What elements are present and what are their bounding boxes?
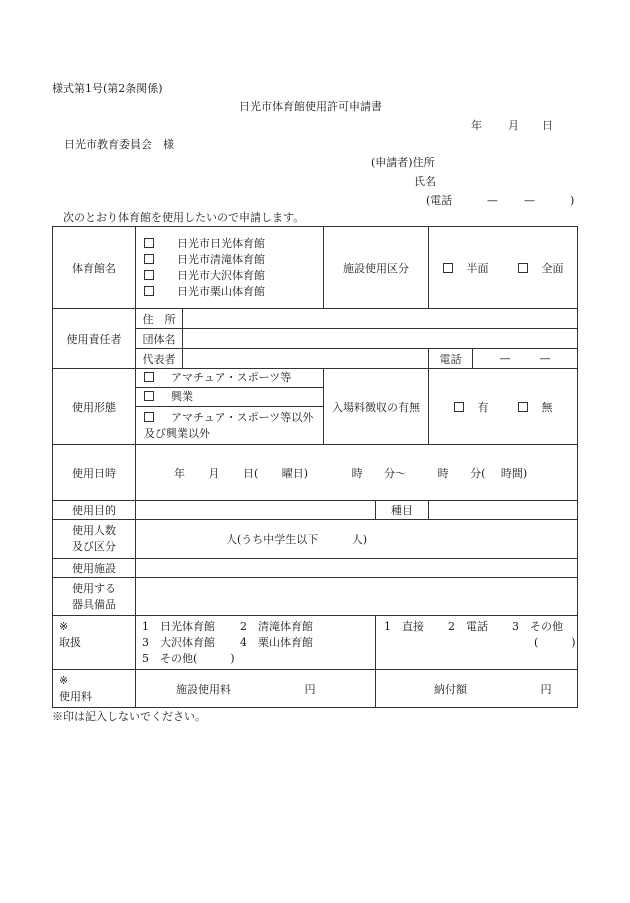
applicant-phone-label: (電話 (426, 194, 453, 207)
phone-dash: — (539, 352, 551, 365)
responsible-rep-field[interactable] (183, 349, 429, 369)
datetime-end-minute: 分( (470, 466, 486, 480)
date-year-label: 年 (471, 119, 482, 132)
checkbox-icon[interactable] (144, 412, 154, 422)
gym-option[interactable]: 日光市日光体育館 (144, 236, 323, 252)
datetime-start-minute: 分〜 (384, 466, 407, 480)
gym-option[interactable]: 日光市栗山体育館 (144, 284, 323, 300)
gym-option[interactable]: 日光市清滝体育館 (144, 252, 323, 268)
datetime-month: 月 (208, 466, 220, 480)
responsible-rep-label: 代表者 (136, 349, 183, 369)
paid-amount-unit: 円 (540, 682, 552, 696)
people-label: 使用人数 及び区分 (53, 520, 136, 559)
date-month-label: 月 (508, 119, 519, 132)
event-field[interactable] (429, 501, 578, 520)
handling-location: 1 日光体育館 2 清滝体育館 3 大沢体育館 4 栗山体育館 5 その他( ) (136, 616, 376, 670)
equipment-label: 使用する 器具備品 (53, 578, 136, 616)
usage-form-option[interactable]: アマチュア・スポーツ等 (136, 369, 323, 387)
facility-label: 使用施設 (53, 559, 136, 578)
facility-fee-label: 施設使用料 (176, 682, 231, 696)
datetime-weekday: 曜日) (281, 466, 309, 480)
event-label: 種目 (376, 501, 429, 520)
usage-division-options (429, 227, 578, 309)
checkbox-icon[interactable] (144, 391, 154, 401)
applicant-phone-dash: — (524, 194, 535, 207)
usage-option-half[interactable]: 半面 (443, 262, 489, 275)
responsible-label: 使用責任者 (53, 309, 136, 369)
usage-form-label: 使用形態 (53, 369, 136, 445)
people-field[interactable] (136, 520, 578, 559)
datetime-start-hour: 時 (351, 466, 363, 480)
datetime-field[interactable] (136, 445, 578, 501)
paid-amount-field (376, 670, 578, 708)
responsible-address-row (53, 309, 578, 329)
facility-row (53, 559, 578, 578)
gym-row (53, 227, 578, 309)
responsible-phone-field[interactable] (473, 349, 578, 369)
checkbox-icon[interactable] (144, 286, 154, 296)
purpose-label: 使用目的 (53, 501, 136, 520)
gym-label: 体育館名 (53, 227, 136, 309)
form-number: 様式第1号(第2条関係) (52, 82, 163, 95)
datetime-year: 年 (174, 466, 185, 480)
phone-dash: — (499, 352, 511, 365)
checkbox-icon[interactable] (518, 263, 528, 273)
usage-division-label: 施設使用区分 (324, 227, 429, 309)
admission-fee-label: 入場料徴収の有無 (324, 369, 429, 445)
date-day-label: 日 (542, 119, 553, 132)
people-text: 人(うち中学生以下 (226, 533, 319, 546)
usage-form-row (53, 369, 578, 445)
checkbox-icon[interactable] (144, 254, 154, 264)
responsible-address-field[interactable] (183, 309, 578, 329)
applicant-phone-dash: — (487, 194, 498, 207)
fee-row (53, 670, 578, 708)
facility-fee-field (136, 670, 376, 708)
applicant-address-label: (申請者)住所 (371, 156, 435, 169)
fee-option-no[interactable]: 無 (518, 401, 553, 414)
intro-text: 次のとおり体育館を使用したいので申請します。 (63, 211, 305, 224)
equipment-row (53, 578, 578, 616)
footer-note: ※印は記入しないでください。 (52, 710, 206, 723)
handling-row (53, 616, 578, 670)
checkbox-icon[interactable] (443, 263, 453, 273)
checkbox-icon[interactable] (454, 402, 464, 412)
responsible-group-label: 団体名 (136, 329, 183, 349)
gym-options (136, 227, 324, 309)
purpose-field[interactable] (136, 501, 376, 520)
checkbox-icon[interactable] (144, 270, 154, 280)
usage-option-full[interactable]: 全面 (518, 262, 564, 275)
usage-form-options (136, 369, 324, 445)
paid-amount-label: 納付額 (434, 682, 467, 696)
usage-form-option[interactable]: アマチュア・スポーツ等以外 及び興業以外 (136, 406, 323, 442)
handling-label: ※ 取扱 (53, 616, 136, 670)
applicant-phone-close: ) (570, 194, 575, 207)
datetime-day: 日( (243, 466, 259, 480)
datetime-row (53, 445, 578, 501)
equipment-field[interactable] (136, 578, 578, 616)
admission-fee-options (429, 369, 578, 445)
responsible-address-label: 住 所 (136, 309, 183, 329)
usage-form-option[interactable]: 興業 (136, 387, 323, 406)
datetime-end-hour: 時 (437, 466, 449, 480)
handling-method: 1 直接 2 電話 3 その他 ( ) (376, 616, 578, 670)
datetime-hours: 時間) (500, 466, 528, 480)
gym-option[interactable]: 日光市大沢体育館 (144, 268, 323, 284)
checkbox-icon[interactable] (144, 372, 154, 382)
datetime-label: 使用日時 (53, 445, 136, 501)
checkbox-icon[interactable] (144, 238, 154, 248)
applicant-name-label: 氏名 (414, 175, 436, 188)
facility-field[interactable] (136, 559, 578, 578)
responsible-phone-label: 電話 (429, 349, 473, 369)
people-row (53, 520, 578, 559)
facility-fee-unit: 円 (304, 682, 316, 696)
people-text-close: 人) (351, 533, 368, 546)
application-form-table (52, 226, 578, 708)
addressee: 日光市教育委員会 様 (64, 138, 174, 151)
responsible-group-field[interactable] (183, 329, 578, 349)
checkbox-icon[interactable] (518, 402, 528, 412)
purpose-row (53, 501, 578, 520)
page-title: 日光市体育館使用許可申請書 (239, 100, 382, 113)
fee-option-yes[interactable]: 有 (454, 401, 489, 414)
fee-label: ※ 使用料 (53, 670, 136, 708)
